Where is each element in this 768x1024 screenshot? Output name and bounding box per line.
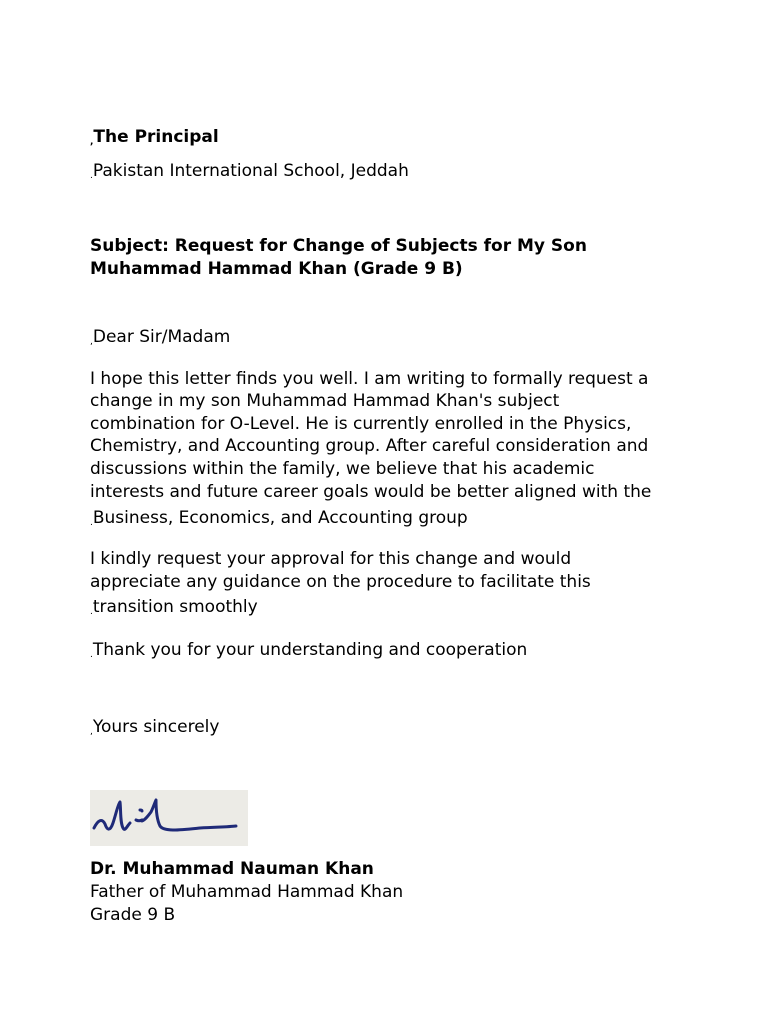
sender-name: Dr. Muhammad Nauman Khan [90,859,374,879]
punctuation-mark: , [90,137,94,147]
paragraph1-line-6: interests and future career goals would be better aligned with the [90,482,652,502]
paragraph1-line-4: Chemistry, and Accounting group. After careful consideration and [90,436,649,456]
sender-relation: Father of Muhammad Hammad Khan [90,882,404,902]
paragraph2-line-1: I kindly request your approval for this change and would [90,549,572,569]
closing [90,716,219,742]
subject-line-2: Muhammad Hammad Khan (Grade 9 B) [90,259,463,279]
recipient-title [90,126,219,152]
paragraph1-line-5: discussions within the family, we believe that his academic [90,459,595,479]
subject-line-1: Subject: Request for Change of Subjects for My Son [90,236,587,256]
paragraph1-line-3: combination for O-Level. He is currently enrolled in the Physics, [90,414,632,434]
paragraph2-line-3 [90,596,258,622]
recipient-school-text: Pakistan International School, Jeddah [92,161,409,181]
paragraph1-line-1: I hope this letter finds you well. I am writing to formally request a [90,369,649,389]
recipient-title-text: The Principal [93,127,219,147]
paragraph2-line-2: appreciate any guidance on the procedure to facilitate this [90,572,591,592]
punctuation-mark: . [90,607,93,617]
sender-grade: Grade 9 B [90,905,176,925]
paragraph3 [90,639,527,665]
punctuation-mark: . [90,650,93,660]
salutation-text: Dear Sir/Madam [92,327,231,347]
punctuation-mark: . [90,171,93,181]
paragraph1-line-7 [90,507,468,533]
punctuation-mark: , [90,727,93,737]
paragraph1-line-2: change in my son Muhammad Hammad Khan's subject [90,391,560,411]
recipient-school [90,160,409,186]
paragraph1-line-7-text: Business, Economics, and Accounting group [92,508,468,528]
paragraph3-text: Thank you for your understanding and cooperation [92,640,528,660]
signature-ink [90,790,248,846]
signature-image [90,790,248,846]
salutation [90,326,230,352]
paragraph2-line-3-text: transition smoothly [92,597,258,617]
closing-text: Yours sincerely [92,717,220,737]
punctuation-mark: . [90,518,93,528]
punctuation-mark: , [90,337,93,347]
